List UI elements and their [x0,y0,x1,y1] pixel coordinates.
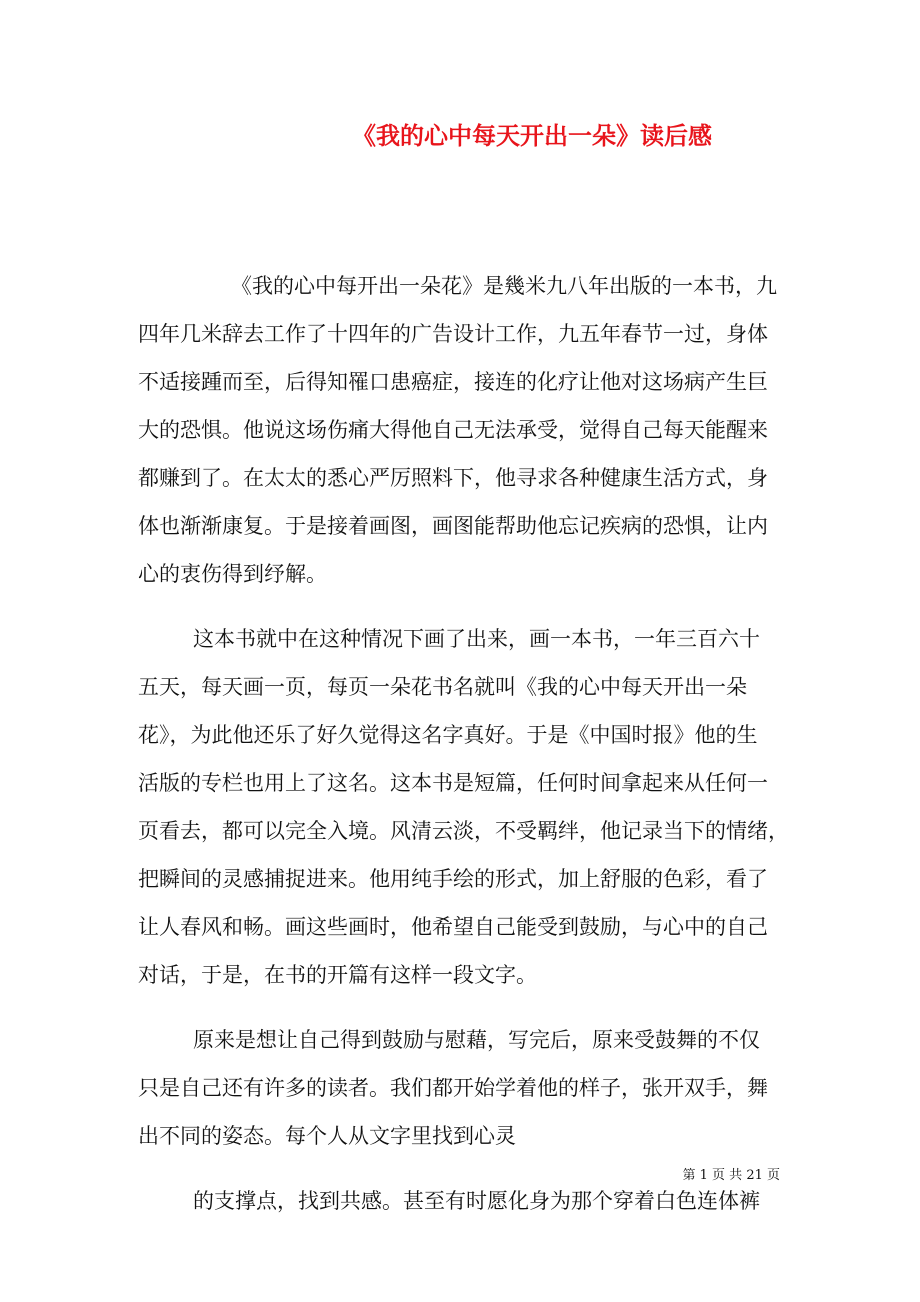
paragraph-3-line-3: 出不同的姿态。每个人从文字里找到心灵 [138,1124,516,1148]
paragraph-1-line-2: 四年几米辞去工作了十四年的广告设计工作，九五年春节一过，身体 [138,322,768,346]
document-title-text: 《我的心中每天开出一朵》读后感 [352,121,712,150]
paragraph-2-line-8: 对话，于是，在书的开篇有这样一段文字。 [138,963,537,987]
document-title [0,118,920,154]
paragraph-2-line-3: 花》，为此他还乐了好久觉得这名字真好。于是《中国时报》他的生 [138,723,758,747]
paragraph-4-line-1: 的支撑点，找到共感。甚至有时愿化身为那个穿着白色连体裤 [193,1189,760,1213]
paragraph-2-line-7: 让人春风和畅。画这些画时，他希望自己能受到鼓励，与心中的自己 [138,915,768,939]
paragraph-2-line-4: 活版的专栏也用上了这名。这本书是短篇，任何时间拿起来从任何一 [138,771,768,795]
paragraph-1-line-6: 体也渐渐康复。于是接着画图，画图能帮助他忘记疾病的恐惧，让内 [138,514,768,538]
paragraph-1-line-3: 不适接踵而至，后得知罹口患癌症，接连的化疗让他对这场病产生巨 [138,370,768,394]
paragraph-2-line-6: 把瞬间的灵感捕捉进来。他用纯手绘的形式，加上舒服的色彩，看了 [138,867,768,891]
paragraph-2-line-2: 五天，每天画一页，每页一朵花书名就叫《我的心中每天开出一朵 [138,675,747,699]
page-number-footer: 第 1 页 共 21 页 [682,1168,780,1183]
paragraph-1-line-1: 《我的心中每开出一朵花》是幾米九八年出版的一本书，九 [231,274,777,298]
paragraph-3-line-1: 原来是想让自己得到鼓励与慰藉，写完后，原来受鼓舞的不仅 [193,1028,760,1052]
paragraph-1-line-7: 心的衷伤得到纾解。 [138,562,327,586]
paragraph-2-line-1: 这本书就中在这种情况下画了出来，画一本书，一年三百六十 [193,627,760,651]
paragraph-1-line-4: 大的恐惧。他说这场伤痛大得他自己无法承受，觉得自己每天能醒来 [138,418,768,442]
document-body [138,262,789,1225]
paragraph-3-line-2: 只是自己还有许多的读者。我们都开始学着他的样子，张开双手，舞 [138,1076,768,1100]
paragraph-1-line-5: 都赚到了。在太太的悉心严厉照料下，他寻求各种健康生活方式，身 [138,466,768,490]
paragraph-2-line-5: 页看去，都可以完全入境。风清云淡，不受羁绊，他记录当下的情绪， [138,819,789,843]
